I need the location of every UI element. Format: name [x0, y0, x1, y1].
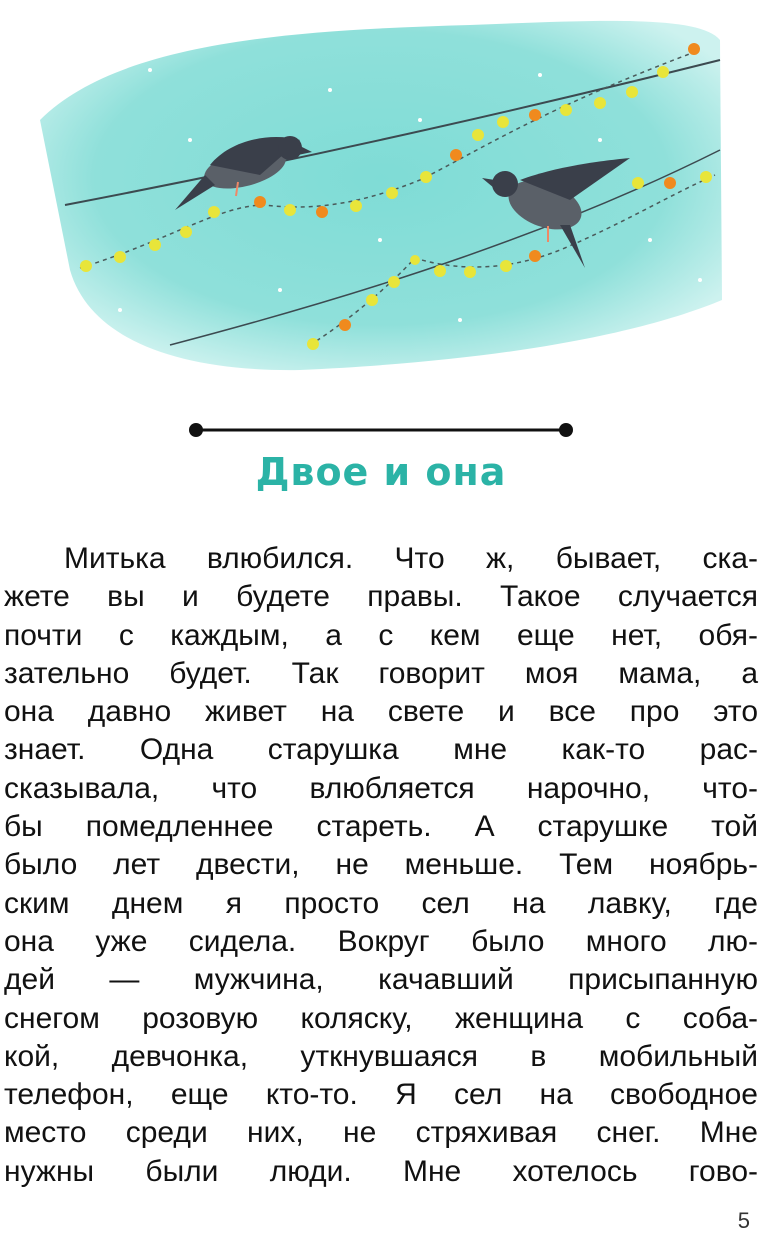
story-line: знает. Одна старушка мне как-то рас-	[4, 733, 758, 767]
winter-birds-illustration	[0, 0, 762, 400]
chapter-title: Двое и она	[255, 450, 507, 494]
story-line: было лет двести, не меньше. Тем ноябрь-	[4, 848, 758, 882]
story-line: Митька влюбился. Что ж, бывает, ска-	[64, 542, 758, 575]
sky-wash	[40, 21, 722, 370]
story-line: место среди них, не стряхивая снег. Мне	[4, 1116, 758, 1150]
story-line: телефон, еще кто-то. Я сел на свободное	[4, 1078, 758, 1112]
story-line: зательно будет. Так говорит моя мама, а	[4, 656, 758, 690]
page-number: 5	[737, 1208, 750, 1233]
story-line: снегом розовую коляску, женщина с соба-	[4, 1001, 758, 1035]
story-line: дей — мужчина, качавший присыпанную	[4, 963, 758, 997]
title-divider	[188, 420, 574, 440]
story-line: жете вы и будете правы. Такое случается	[4, 580, 758, 614]
story-text	[4, 540, 758, 1191]
story-line: почти с каждым, а с кем еще нет, обя-	[4, 618, 758, 652]
story-line: бы помедленнее стареть. А старушке той	[4, 810, 758, 844]
story-line: кой, девчонка, уткнувшаяся в мобильный	[4, 1039, 758, 1073]
story-line: она давно живет на свете и все про это	[4, 695, 758, 729]
story-line: она уже сидела. Вокруг было много лю-	[4, 924, 758, 958]
story-line: нужны были люди. Мне хотелось гово-	[4, 1154, 758, 1188]
story-line: сказывала, что влюбляется нарочно, что-	[4, 771, 758, 805]
story-line: ским днем я просто сел на лавку, где	[4, 886, 758, 920]
